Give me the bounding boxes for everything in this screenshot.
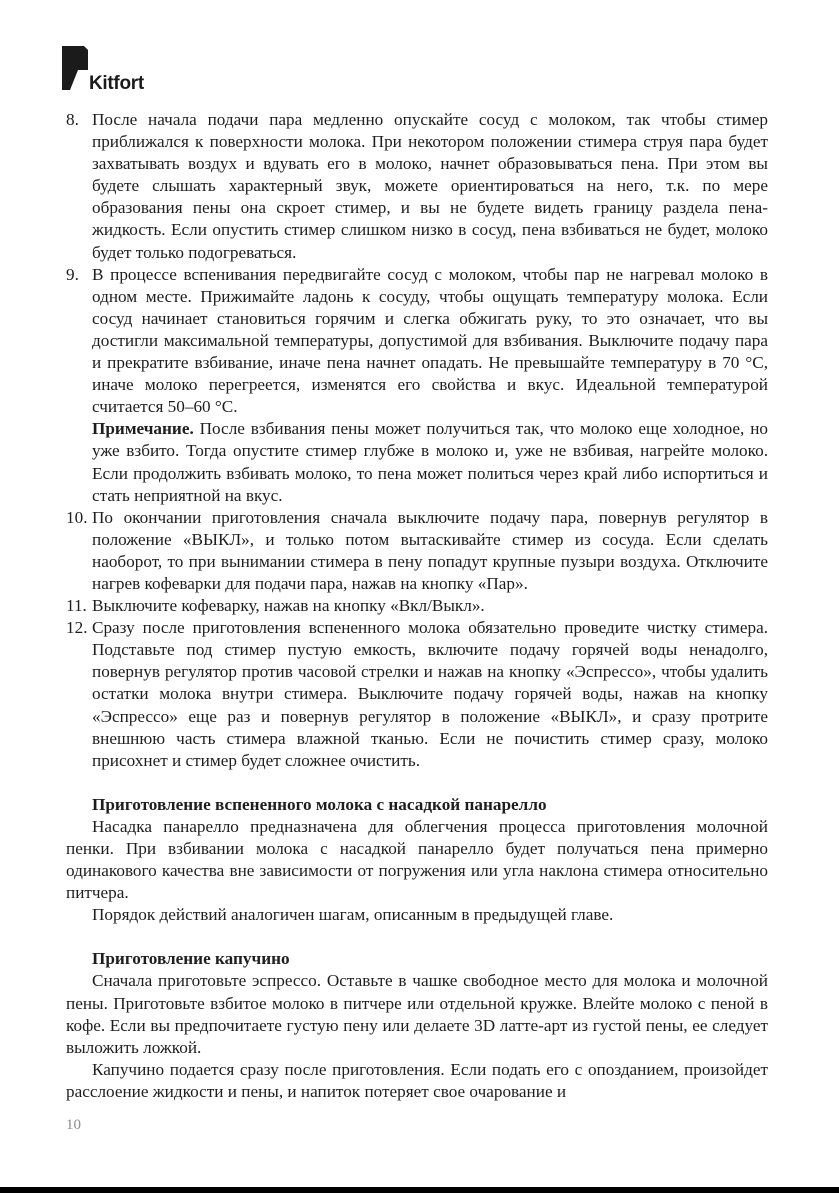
note-label: Примечание. [92, 419, 194, 439]
page-edge-line [0, 1187, 839, 1193]
paragraph: Сначала приготовьте эспрессо. Оставьте в чашке свободное место для молока и молочной пены. Приготовьте взбитое молоко в питчере или отдельной кружке. Влейте молоко с пеной в кофе. Если вы предпочитаете густую пену или делаете 3D латте-арт из густой пены, ее следует выложить ложкой. [66, 971, 768, 1057]
list-number: 8. [66, 110, 79, 129]
section-heading: Приготовление капучино [92, 949, 290, 969]
list-item [66, 507, 768, 595]
paragraph: Капучино подается сразу после приготовления. Если подать его с опозданием, произойдет расслоение жидкости и пены, и напиток потеряет свое очарование и [66, 1059, 768, 1101]
list-number: 11. [66, 596, 87, 616]
paragraph: Насадка панарелло предназначена для облегчения процесса приготовления молочной пенки. При взбивании молока с насадкой панарелло будет получаться пена примерно одинакового качества вне зависимости от погружения или угла наклона стимера относительно питчера. [66, 816, 768, 903]
list-number: 10. [66, 507, 88, 527]
kitfort-logo-icon [62, 46, 88, 90]
list-item [66, 595, 768, 617]
list-text: По окончании приготовления сначала выключите подачу пара, повернув регулятор в положение «ВЫКЛ», и только потом вытаскивайте стимер из сосуда. Если сделать наоборот, то при вынимании стимера в пену попадут крупные пузыри воздуха. Отключите нагрев кофеварки для подачи пара, нажав на кнопку «Пар». [92, 507, 768, 593]
list-text: Выключите кофеварку, нажав на кнопку «Вкл/Выкл». [92, 596, 485, 616]
document-body [66, 109, 768, 1103]
page-number: 10 [66, 1117, 81, 1133]
list-item [66, 617, 768, 772]
list-text: После начала подачи пара медленно опускайте сосуд с молоком, так чтобы стимер приближался к поверхности молока. При некотором положении стимера струя пара будет захватывать воздух и вдувать его в молоко, начнет образовываться пена. При этом вы будете слышать характерный звук, можете ориентироваться на него, т.к. по мере образования пены она скроет стимер, и вы не будете видеть границу раздела пена-жидкость. Если опустить стимер слишком низко в сосуд, пена взбиваться не будет, молоко будет только подогреваться. [92, 110, 768, 262]
list-text: Сразу после приготовления вспененного молока обязательно проведите чистку стимера. Подставьте под стимер пустую емкость, включите подачу горячей воды ненадолго, повернув регулятор против часовой стрелки и нажав на кнопку «Эспрессо», чтобы удалить остатки молока внутри стимера. Выключите подачу горячей воды, нажав на кнопку «Эспрессо» еще раз и повернув регулятор в положение «ВЫКЛ», и сразу протрите внешнюю часть стимера влажной тканью. Если не почистить стимер сразу, молоко присохнет и стимер будет сложнее очистить. [92, 618, 768, 770]
list-text: В процессе вспенивания передвигайте сосуд с молоком, чтобы пар не нагревал молоко в одном месте. Прижимайте ладонь к сосуду, чтобы ощущать температуру молока. Если сосуд начинает становиться горячим и слегка обжигать руку, то это означает, что вы достигли максимальной температуры, допустимой для взбивания. Выключите подачу пара и прекратите взбивание, иначе пена начнет опадать. Не превышайте температуру в 70 °С, иначе молоко перегреется, изменятся его свойства и вкус. Идеальной температурой считается 50–60 °С. [92, 264, 768, 417]
note-paragraph [66, 418, 768, 506]
list-number: 12. [66, 618, 88, 638]
list-item [66, 109, 768, 264]
list-item [66, 264, 768, 419]
kitfort-logo [62, 46, 162, 98]
note-text: После взбивания пены может получиться так, что молоко еще холодное, но уже взбито. Тогда опустите стимер глубже в молоко и, уже не взбивая, нагрейте молоко. Если продолжить взбивать молоко, то пена может политься через край либо испортиться и стать неприятной на вкус. [92, 419, 768, 505]
brand-name: Kitfort [89, 73, 144, 94]
paragraph: Порядок действий аналогичен шагам, описанным в предыдущей главе. [92, 905, 614, 925]
list-number: 9. [66, 264, 79, 284]
section-heading: Приготовление вспененного молока с насадкой панарелло [92, 794, 547, 814]
